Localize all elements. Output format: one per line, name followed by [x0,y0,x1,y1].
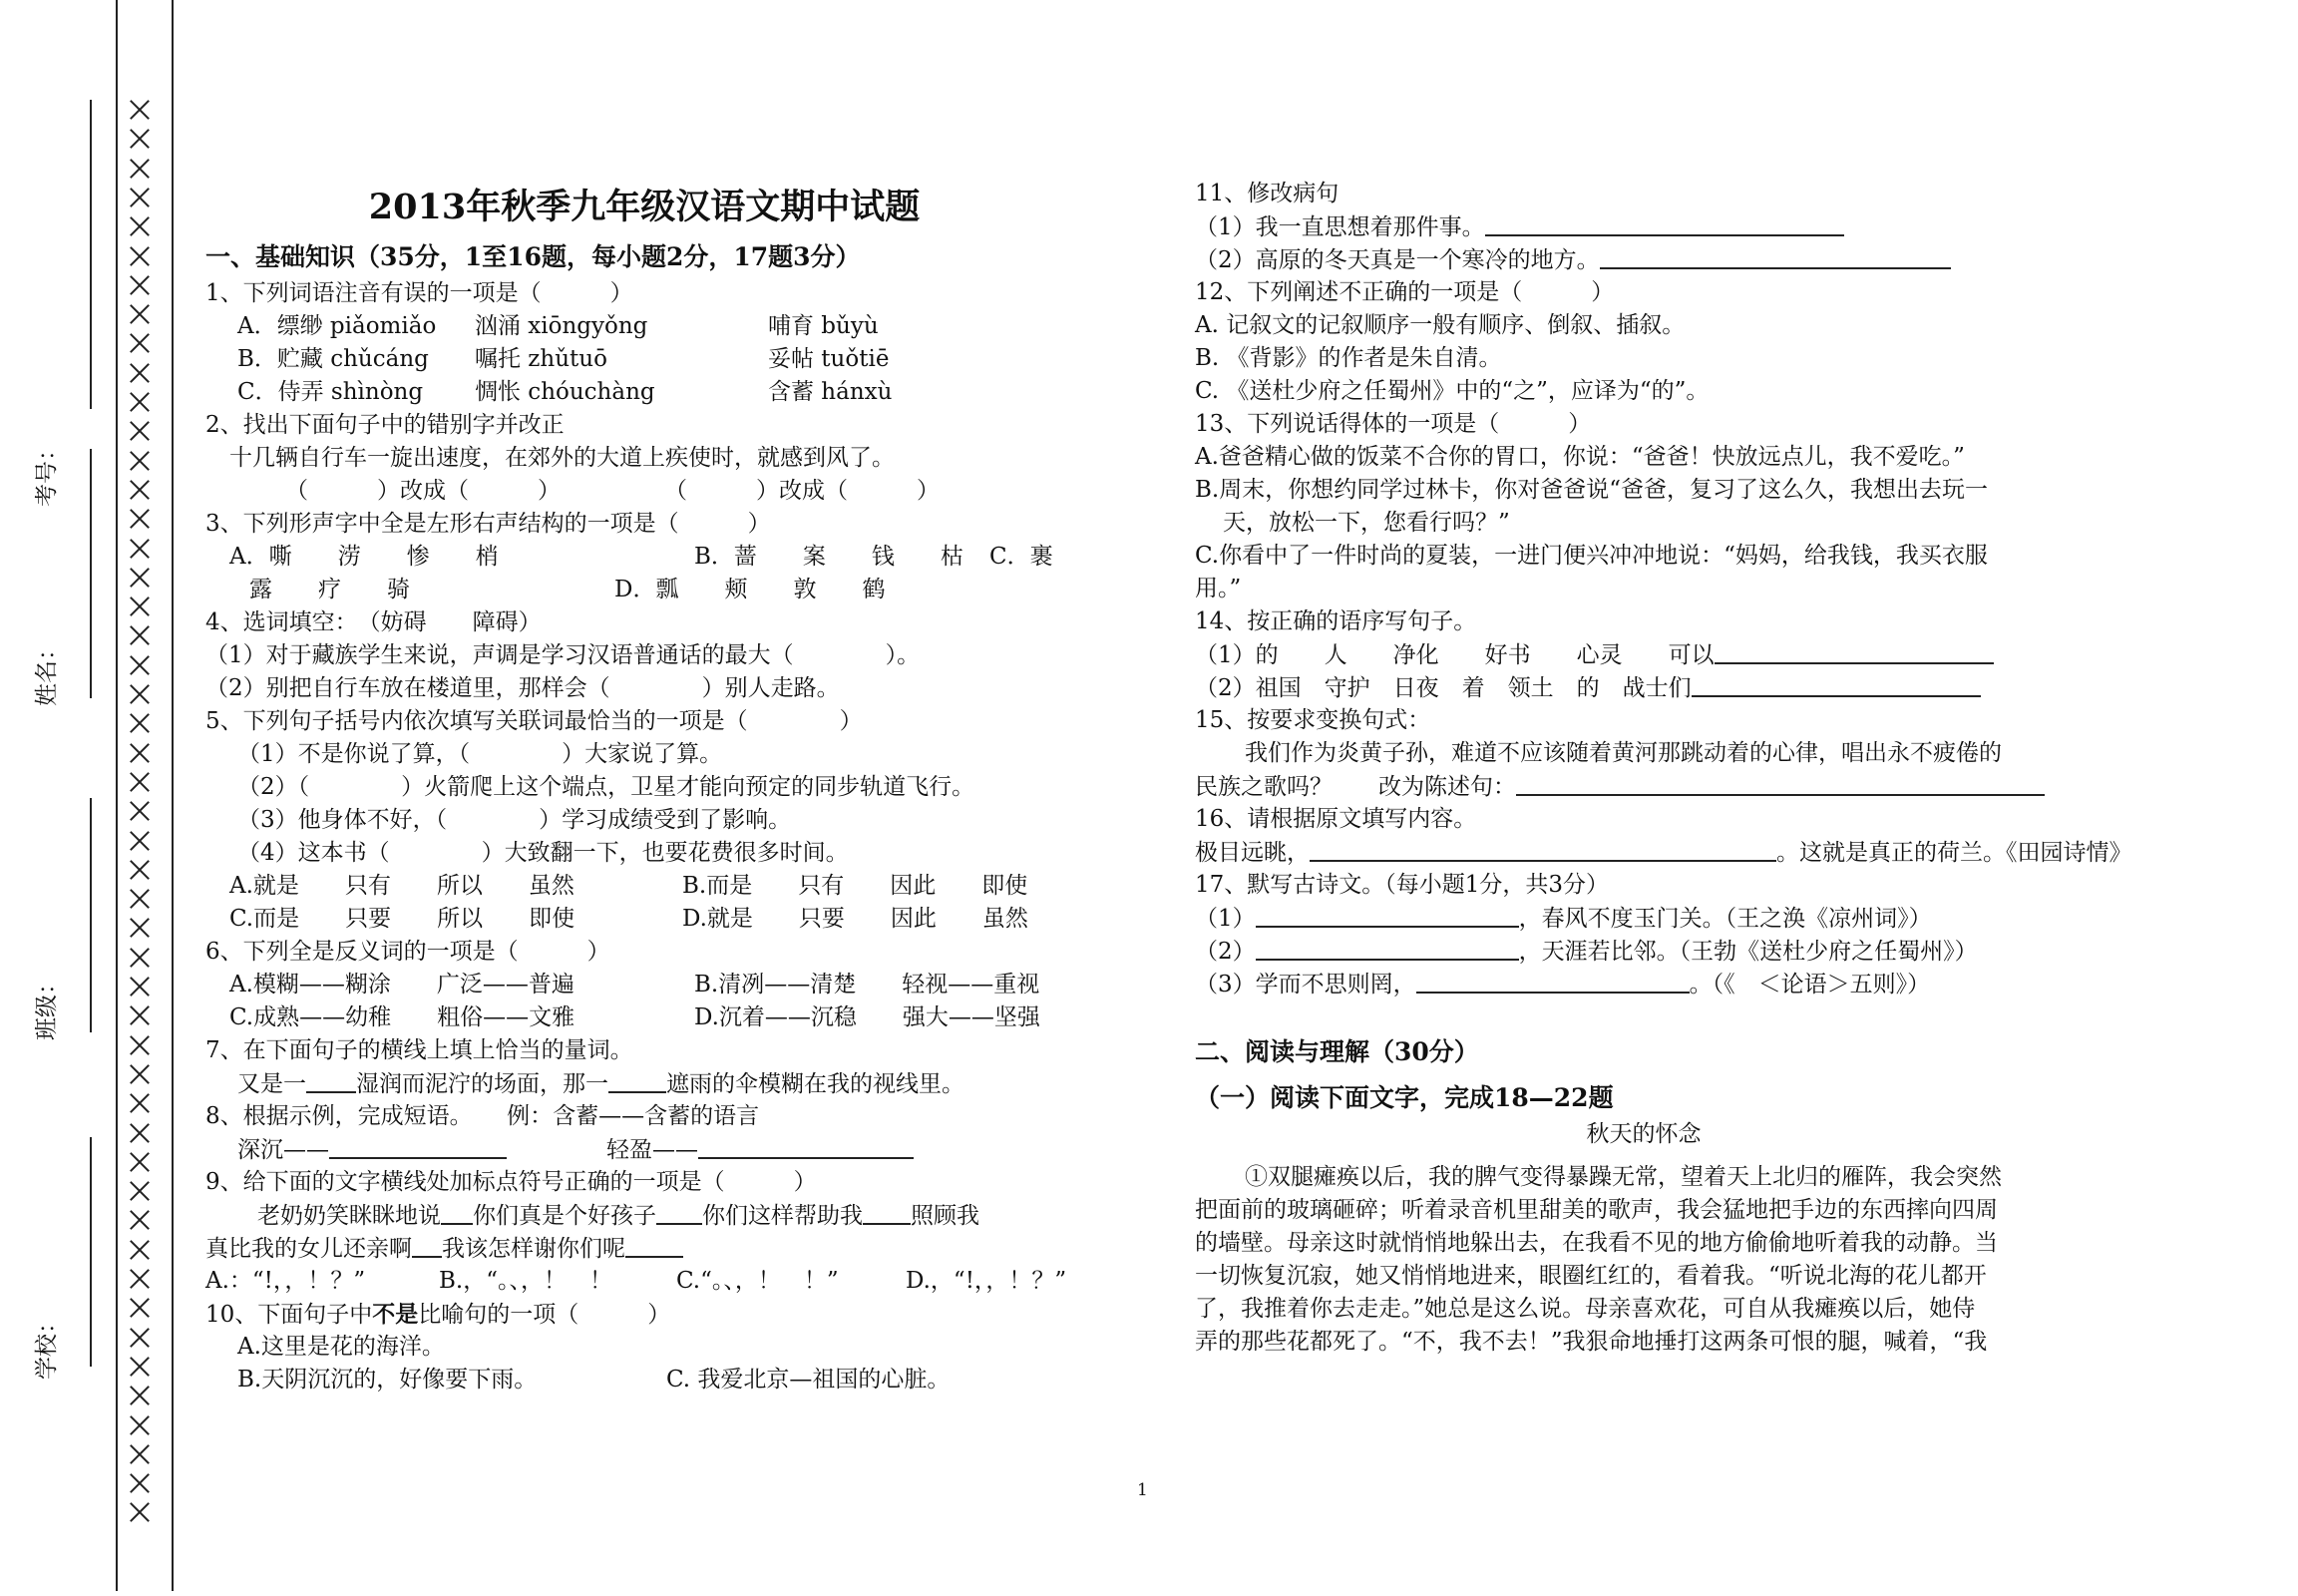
seal-cross-mark [130,889,150,909]
q4-stem: 4、选词填空： （妨碍 障碍） [205,609,542,635]
q15-text: 我们作为炎黄子孙，难道不应该随着黄河那跳动着的心律，唱出永不疲倦的 [1245,740,2002,766]
q1-option-row: B．贮藏 chǔcáng 嘱托 zhǔtuō 妥帖 tuǒtiē [237,346,890,372]
q5-sentence: （1）不是你说了算，（ ）大家说了算。 [237,741,723,767]
q16-answer-line[interactable] [1310,836,1776,862]
seal-cross-mark [130,568,150,588]
seal-cross-mark [130,1123,150,1143]
seal-cross-mark [130,129,150,149]
q16-stem: 16、请根据原文填写内容。 [1195,806,1477,832]
q9-stem: 9、给下面的文字横线处加标点符号正确的一项是（ ） [205,1169,817,1195]
q14-item: （2）祖国 守护 日夜 着 领土 的 战士们 [1195,671,2093,704]
page-title: 2013年秋季九年级汉语文期中试题 [368,187,921,227]
seal-cross-mark [130,948,150,968]
seal-cross-mark [130,597,150,616]
q7-blank[interactable] [608,1067,666,1093]
q9-blank[interactable] [863,1199,911,1225]
field-underline[interactable] [90,100,92,409]
q7-stem: 7、在下面句子的横线上填上恰当的量词。 [205,1037,633,1063]
field-label: 班级： [34,972,60,1040]
q17-item: （2） ，天涯若比邻。（王勃《送杜少府之任蜀州》） [1195,935,2093,968]
q11-stem: 11、修改病句 [1195,181,1340,206]
q4-sentence: （1）对于藏族学生来说，声调是学习汉语普通话的最大（ ）。 [205,642,921,668]
left-column [205,178,1093,1396]
q9-text: 真比我的女儿还亲啊 我该怎样谢你们呢 [205,1232,1093,1265]
field-label: 考号： [34,438,60,507]
q17-answer-line[interactable] [1256,902,1519,928]
q15-stem: 15、按要求变换句式： [1195,707,1431,733]
q9-blank[interactable] [625,1232,683,1258]
q5-sentence: （3）他身体不好，（ ）学习成绩受到了影响。 [237,807,792,833]
seal-cross-mark [130,1298,150,1318]
seal-cross-mark [130,1210,150,1230]
q1-option-row: C．侍弄 shìnòng 惆怅 chóuchàng 含蓄 hánxù [237,379,893,405]
q13-stem: 13、下列说话得体的一项是（ ） [1195,411,1592,437]
seal-cross-mark [130,421,150,441]
passage-line: 把面前的玻璃砸碎；听着录音机里甜美的歌声，我会猛地把手边的东西摔向四周 [1195,1197,1998,1223]
seal-cross-mark [130,539,150,559]
q3-options-line2: 露 疗 骑 D．瓢 颊 敦 鹤 [249,577,886,602]
passage-line: 了，我推着你去走走。”她总是这么说。母亲喜欢花，可自从我瘫痪以后，她侍 [1195,1296,1976,1322]
q6-options: A.模糊——糊涂 广泛——普遍 B.清冽——清楚 轻视——重视 [229,972,1040,998]
q17-stem: 17、默写古诗文。（每小题1分，共3分） [1195,872,1610,898]
q9-blank[interactable] [656,1199,702,1225]
q5-options: A.就是 只有 所以 虽然 B.而是 只有 因此 即使 [229,873,1028,899]
passage-line: ①双腿瘫痪以后，我的脾气变得暴躁无常，望着天上北归的雁阵，我会突然 [1245,1164,2002,1190]
q12-option: B. 《背影》的作者是朱自清。 [1195,345,1502,371]
field-label: 学校： [34,1311,60,1380]
seal-cross-mark [130,1035,150,1055]
q13-option-cont: 天，放松一下，您看行吗？” [1223,510,1510,536]
seal-cross-mark [130,1269,150,1289]
q13-option-cont: 用。” [1195,576,1242,601]
seal-cross-mark [130,451,150,471]
seal-cross-mark [130,918,150,938]
q1-stem: 1、下列词语注音有误的一项是（ ） [205,280,633,306]
q9-options: A.：“!，，！？” B.，“。、，！ ！ C.“。、，！ ！” D.，“!，，！？” [205,1268,1067,1294]
seal-cross-mark [130,1473,150,1493]
q2-stem: 2、找出下面句子中的错别字并改正 [205,412,565,438]
seal-cross-mark [130,480,150,500]
seal-cross-mark [130,625,150,645]
q8-blank[interactable] [329,1133,507,1159]
q14-answer-line[interactable] [1715,638,1994,664]
seal-cross-mark [130,188,150,207]
seal-cross-mark [130,100,150,120]
section1-heading: 一、基础知识（35分，1至16题，每小题2分，17题3分） [205,242,861,271]
q17-answer-line[interactable] [1416,968,1690,994]
passage-line: 一切恢复沉寂，她又悄悄地进来，眼圈红红的，看着我。“听说北海的花儿都开 [1195,1263,1987,1289]
field-name[interactable] [28,449,68,708]
section2-heading: 二、阅读与理解（30分） [1195,1037,1479,1066]
field-underline[interactable] [90,798,92,1032]
seal-cross-mark [130,333,150,353]
q13-option: C.你看中了一件时尚的夏装，一进门便兴冲冲地说：“妈妈，给我钱，我买衣服 [1195,543,1988,569]
field-school[interactable] [28,1137,68,1396]
section2-subheading: （一）阅读下面文字，完成18—22题 [1195,1083,1614,1112]
passage-line: 弄的那些花都死了。“不，我不去！”我狠命地捶打这两条可恨的腿，喊着，“我 [1195,1329,1988,1355]
q7-sentence: 又是一 湿润而泥泞的场面，那一 遮雨的伞模糊在我的视线里。 [205,1067,1093,1100]
seal-cross-mark [130,860,150,880]
q2-text: 十几辆自行车一旋出速度，在郊外的大道上疾使时，就感到风了。 [229,445,895,471]
seal-cross-mark [130,1386,150,1405]
q17-answer-line[interactable] [1256,935,1519,961]
q12-stem: 12、下列阐述不正确的一项是（ ） [1195,279,1615,305]
q5-sentence: （4）这本书（ ）大致翻一下，也要花费很多时间。 [237,840,849,866]
q11-sentence: （2）高原的冬天真是一个寒冷的地方。 [1195,243,2093,276]
q11-answer-line[interactable] [1485,210,1844,236]
seal-cross-mark [130,1328,150,1348]
seal-cross-mark [130,1005,150,1025]
q6-options: C.成熟——幼稚 粗俗——文雅 D.沉着——沉稳 强大——坚强 [229,1004,1040,1030]
q10-options: B.天阴沉沉的，好像要下雨。 C. 我爱北京—祖国的心脏。 [237,1367,951,1393]
seal-cross-mark [130,772,150,792]
seal-cross-mark [130,831,150,851]
seal-cross-mark [130,1152,150,1172]
field-underline[interactable] [90,1137,92,1367]
q14-stem: 14、按正确的语序写句子。 [1195,608,1477,634]
q5-stem: 5、下列句子括号内依次填写关联词最恰当的一项是（ ） [205,708,863,734]
seal-cross-mark [130,655,150,675]
seal-cross-mark [130,159,150,179]
q15-text: 民族之歌吗？ 改为陈述句： [1195,770,2093,803]
right-column [1195,178,2132,1359]
seal-cross-mark [130,1502,150,1522]
binding-line-outer [116,0,118,1591]
q2-blanks[interactable]: （ ）改成（ ） （ ）改成（ ） [285,478,940,504]
q12-option: A. 记叙文的记叙顺序一般有顺序、倒叙、插叙。 [1195,312,1686,338]
q13-option: A.爸爸精心做的饭菜不合你的胃口，你说：“爸爸！快放远点儿，我不爱吃。” [1195,444,1965,470]
q8-stem: 8、根据示例，完成短语。 例：含蓄——含蓄的语言 [205,1103,760,1129]
seal-cross-column [130,100,156,1596]
q8-blanks: 深沉—— 轻盈—— [205,1133,1093,1166]
q14-answer-line[interactable] [1692,671,1981,697]
field-exam-number[interactable] [28,100,68,507]
seal-cross-mark [130,713,150,733]
q4-sentence: （2）别把自行车放在楼道里，那样会（ ）别人走路。 [205,675,840,701]
q11-answer-line[interactable] [1600,243,1951,269]
field-underline[interactable] [90,449,92,698]
q17-item: （3）学而不思则罔， 。（《 ＜论语＞五则》） [1195,968,2093,1000]
seal-cross-mark [130,1415,150,1435]
seal-cross-mark [130,684,150,704]
q14-item: （1）的 人 净化 好书 心灵 可以 [1195,638,2093,671]
seal-cross-mark [130,509,150,529]
seal-cross-mark [130,801,150,821]
q6-stem: 6、下列全是反义词的一项是（ ） [205,939,610,965]
q13-option: B.周末，你想约同学过林卡，你对爸爸说“爸爸，复习了这么久，我想出去玩一 [1195,477,1988,503]
q17-item: （1） ，春风不度玉门关。（王之涣《凉州词》） [1195,902,2093,935]
q7-blank[interactable] [306,1067,356,1093]
binding-line-inner [172,0,174,1591]
seal-cross-mark [130,304,150,324]
seal-cross-mark [130,1064,150,1084]
q1-option-row: A．缥缈 piǎomiǎo 汹涌 xiōngyǒng 哺育 bǔyù [237,313,879,339]
q10-stem: 10、下面句子中不是比喻句的一项（ ） [205,1301,671,1328]
seal-cross-mark [130,743,150,763]
seal-cross-mark [130,1093,150,1113]
passage-title: 秋天的怀念 [1586,1121,1702,1147]
seal-cross-mark [130,1357,150,1377]
seal-cross-mark [130,392,150,412]
page-number: 1 [1137,1480,1148,1500]
q11-sentence: （1）我一直思想着那件事。 [1195,210,2093,243]
q5-sentence: （2）（ ）火箭爬上这个端点，卫星才能向预定的同步轨道飞行。 [237,774,975,800]
seal-cross-mark [130,363,150,383]
field-label: 姓名： [34,637,60,706]
seal-cross-mark [130,1444,150,1464]
q3-options-line1: A．嘶 涝 惨 梢 B．蔷 案 钱 枯 C．裹 [229,544,1053,570]
q9-blank[interactable] [412,1232,442,1258]
seal-cross-mark [130,1181,150,1201]
q9-text: 老奶奶笑眯眯地说 你们真是个好孩子 你们这样帮助我 照顾我 [205,1199,1093,1232]
q8-blank[interactable] [698,1133,914,1159]
seal-cross-mark [130,977,150,997]
field-class[interactable] [28,798,68,1047]
seal-cross-mark [130,1240,150,1260]
q12-option: C. 《送杜少府之任蜀州》中的“之”，应译为“的”。 [1195,378,1710,404]
passage-line: 的墙壁。母亲这时就悄悄地躲出去，在我看不见的地方偷偷地听着我的动静。当 [1195,1230,1998,1256]
seal-cross-mark [130,246,150,266]
q3-stem: 3、下列形声字中全是左形右声结构的一项是（ ） [205,511,771,537]
q16-item: 极目远眺， 。这就是真正的荷兰。《田园诗情》 [1195,836,2093,869]
q9-blank[interactable] [441,1199,473,1225]
q15-answer-line[interactable] [1516,770,2045,796]
q10-option: A.这里是花的海洋。 [237,1334,445,1360]
seal-cross-mark [130,216,150,236]
q5-options: C.而是 只要 所以 即使 D.就是 只要 因此 虽然 [229,906,1028,932]
seal-cross-mark [130,275,150,295]
